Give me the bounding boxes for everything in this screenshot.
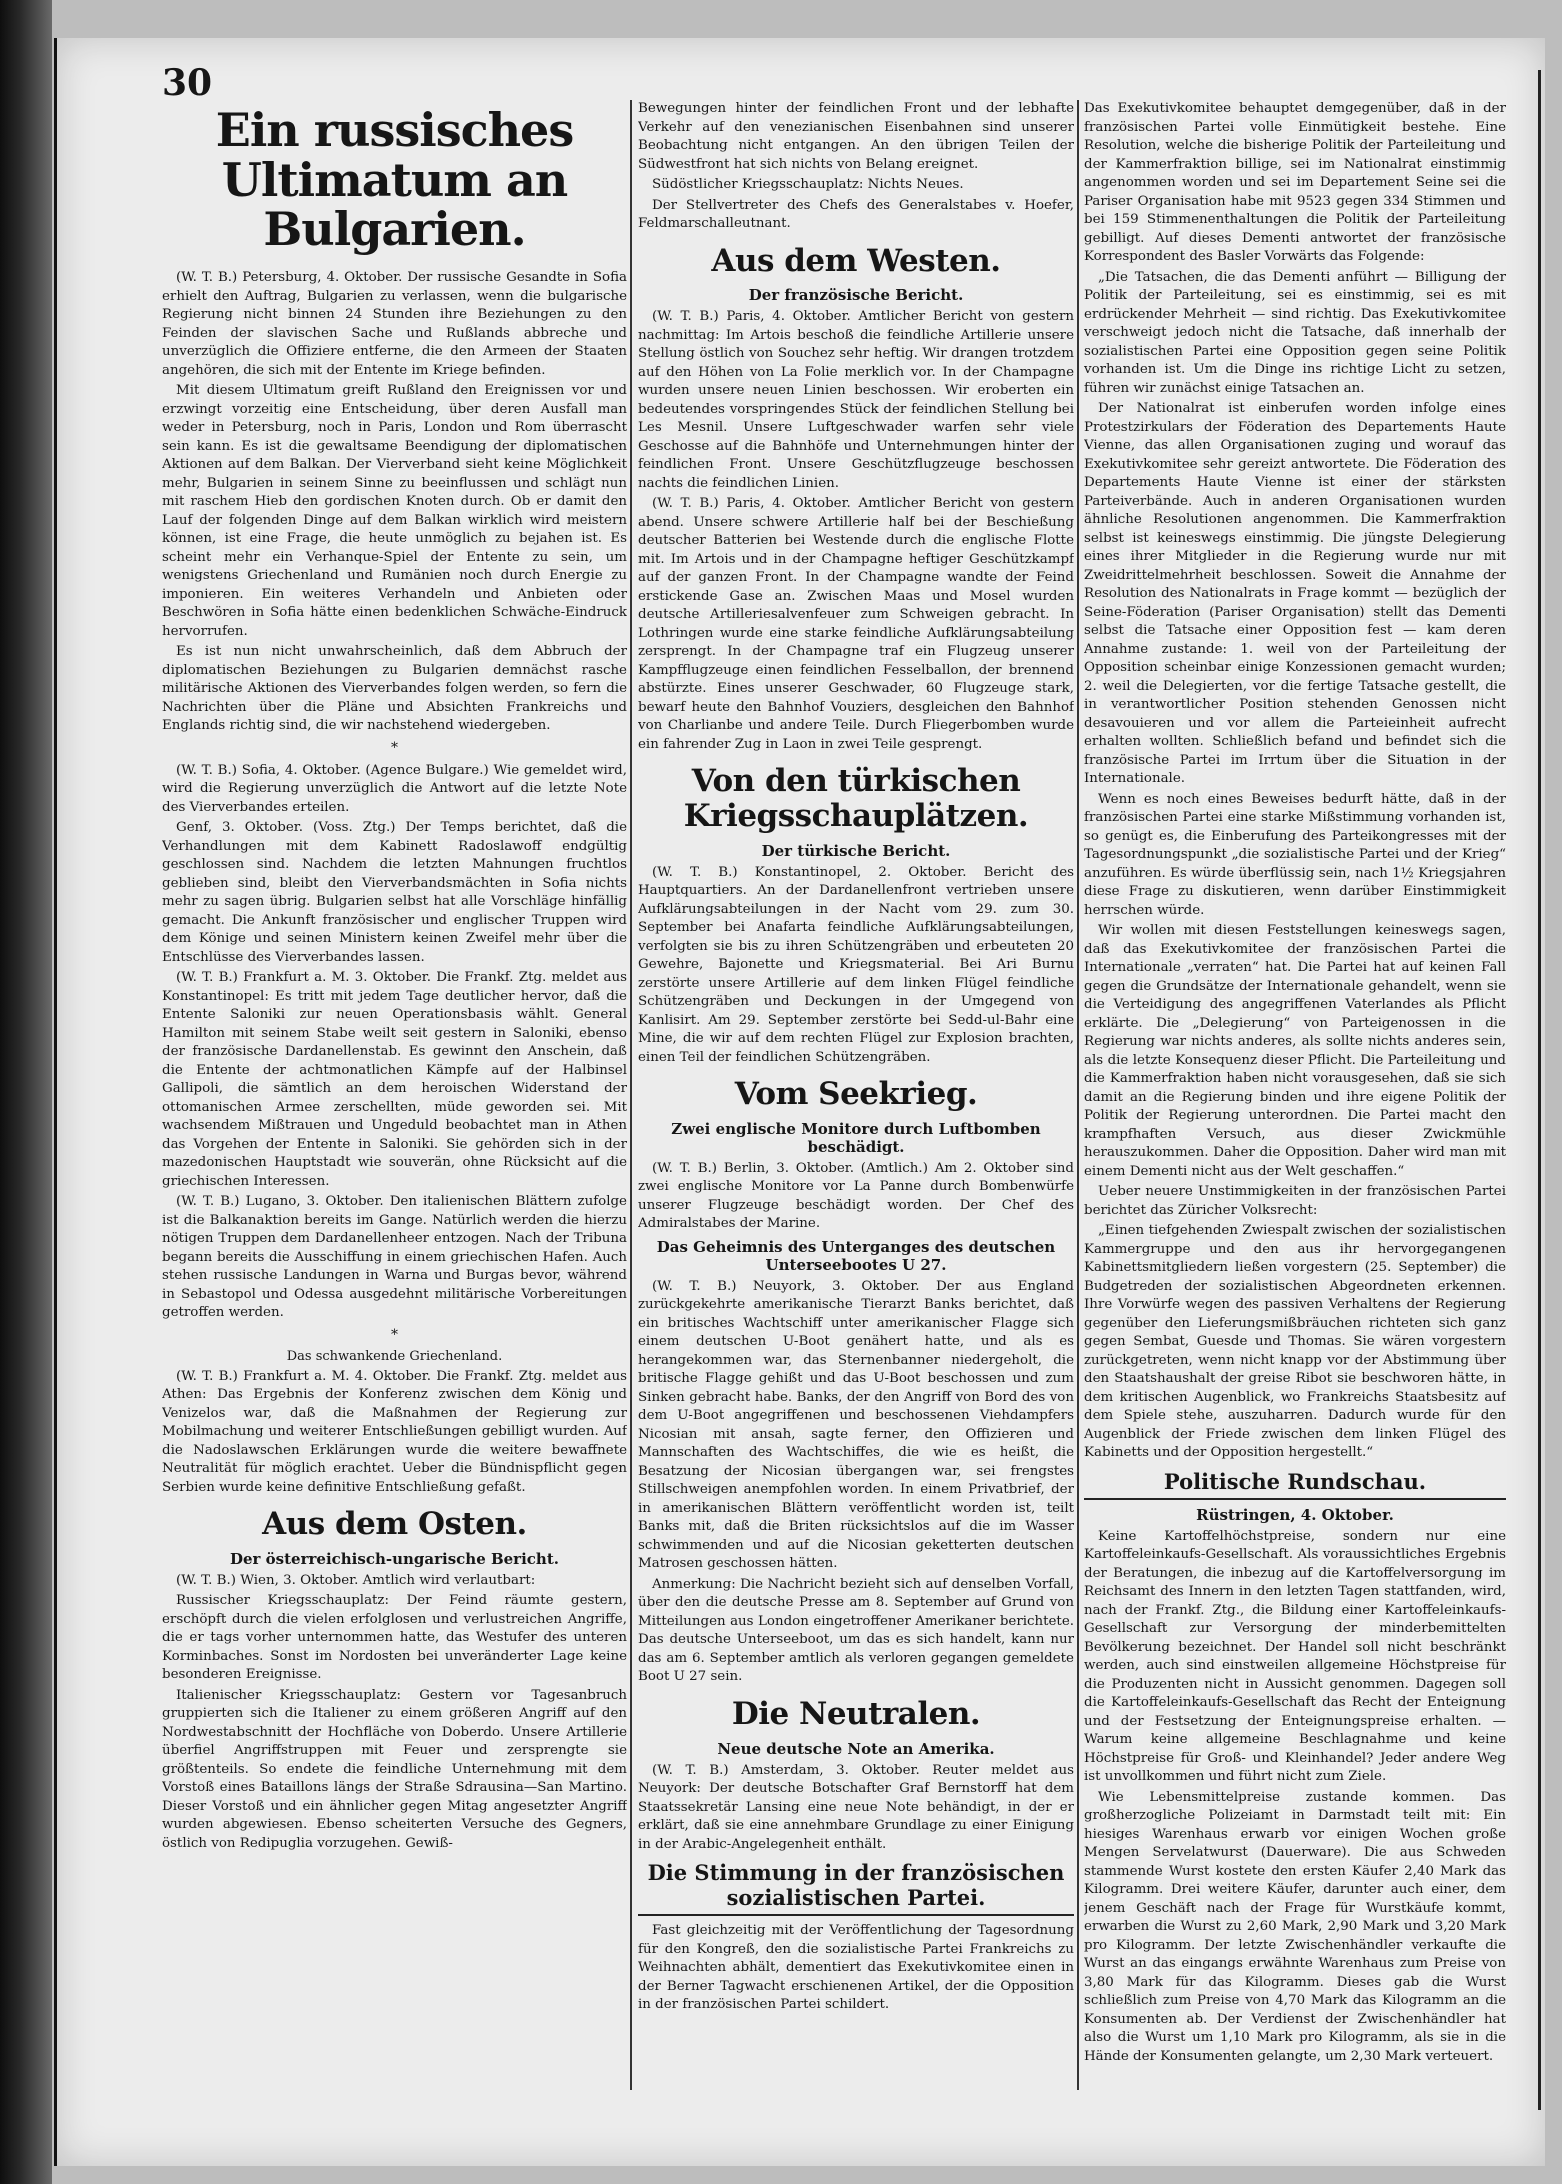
subheading: Der österreichisch-ungarische Bericht. bbox=[230, 1549, 559, 1568]
section-star: * bbox=[391, 739, 398, 756]
section-heading: Aus dem Osten. bbox=[262, 1506, 527, 1543]
subheading: Neue deutsche Note an Amerika. bbox=[717, 1739, 995, 1758]
section-heading: Die Stimmung in der französischen sozialistischen Partei. bbox=[638, 1860, 1074, 1916]
paragraph: Fast gleichzeitig mit der Veröffentlichung der Tagesordnung für den Kongreß, den die sozialistische Partei Frankreichs zu Weihnachten abhält, dementiert das Exekutivkomitee einen in der Berner Tagwacht erschienenen Artikel, der die Opposition in der französischen Partei schildert. bbox=[638, 1923, 1074, 2013]
column-3 bbox=[1084, 100, 1506, 2090]
scan-edge bbox=[0, 0, 52, 2184]
paragraph: (W. T. B.) Sofia, 4. Oktober. (Agence Bulgare.) Wie gemeldet wird, wird die Regierung unverzüglich die Antwort auf die letzte Note des Vierverbandes erteilen. bbox=[162, 762, 627, 815]
paragraph: Der Stellvertreter des Chefs des Generalstabes v. Hoefer, Feldmarschalleutnant. bbox=[638, 197, 1074, 231]
paragraph: Russischer Kriegsschauplatz: Der Feind räumte gestern, erschöpft durch die vielen erfolglosen und verlustreichen Angriffe, die er tags vorher unternommen hatte, das Westufer des unteren Korminbaches. Sonst im Nordosten bei unveränderter Lage keine besonderen Ereignisse. bbox=[162, 1593, 627, 1683]
paragraph: (W. T. B.) Lugano, 3. Oktober. Den italienischen Blättern zufolge ist die Balkanaktion bereits im Gange. Natürlich werden die hierzu nötigen Truppen dem Dardanellenheer entzogen. Nach der Tribuna begann bereits die Ausschiffung in einem griechischen Hafen. Auch stehen russische Landungen in Warna und Burgas bevor, während in Sebastopol und Odessa ausgedehnt militärische Vorbereitungen getroffen werden. bbox=[162, 1194, 627, 1321]
page-number: 30 bbox=[162, 62, 213, 104]
paragraph: Es ist nun nicht unwahrscheinlich, daß dem Abbruch der diplomatischen Beziehungen zu Bulgarien demnächst rasche militärische Aktionen des Vierverbandes folgen werden, so fern die Nachrichten über die Pläne und Absichten Frankreichs und Englands richtig sind, die wir nachstehend wiedergeben. bbox=[162, 644, 627, 734]
column-2 bbox=[638, 100, 1074, 2090]
paragraph: Südöstlicher Kriegsschauplatz: Nichts Neues. bbox=[652, 177, 964, 192]
column-rule-2 bbox=[1077, 100, 1079, 2090]
section-heading: Von den türkischen Kriegsschauplätzen. bbox=[683, 763, 1029, 834]
subheading: Der französische Bericht. bbox=[748, 286, 964, 305]
section-heading: Aus dem Westen. bbox=[711, 242, 1001, 279]
paragraph: Keine Kartoffelhöchstpreise, sondern nur eine Kartoffeleinkaufs-Gesellschaft. Als voraussichtliches Ergebnis der Beratungen, die inbezug auf die Kartoffelversorgung im Reichsamt des Innern in den letzten Tagen stattfanden, wird, nach der Frankf. Ztg., die Bildung einer Kartoffeleinkaufs-Gesellschaft zur Versorgung der minderbemittelten Bevölkerung bezeichnet. Der Handel soll nicht beschränkt werden, auch sind einstweilen allgemeine Höchstpreise für die Produzenten nicht in Aussicht genommen. Dagegen soll die Kartoffeleinkaufs-Gesellschaft das Recht der Enteignung und der Festsetzung der Enteignungspreise erhalten. — Warum keine allgemeine Beschlagnahme und keine Höchstpreise für Groß- und Kleinhandel? Jeder andere Weg ist unvollkommen und führt nicht zum Ziele. bbox=[1084, 1528, 1506, 1784]
main-headline: Ein russisches Ultimatum an Bulgarien. bbox=[215, 103, 574, 257]
section-heading: Die Neutralen. bbox=[731, 1695, 981, 1732]
paragraph: (W. T. B.) Paris, 4. Oktober. Amtlicher Bericht von gestern nachmittag: Im Artois beschoß die feindliche Artillerie unsere Stellung östlich von Souchez sehr heftig. Wir drangen trotzdem auf den Höhen von La Folie merklich vor. In der Champagne wurden unsere neuen Linien beschossen. Wir eroberten ein bedeutendes vorspringendes Stück der feindlichen Stellung bei Les Mesnil. Unsere Luftgeschwader warfen sehr viele Geschosse auf die Bahnhöfe und Unternehmungen hinter der feindlichen Front. Unsere Geschützflugzeuge beschossen nachts die feindlichen Linien. bbox=[638, 309, 1074, 491]
dateline: Rüstringen, 4. Oktober. bbox=[1196, 1505, 1394, 1524]
paragraph: Wie Lebensmittelpreise zustande kommen. Das großherzogliche Polizeiamt in Darmstadt teilt mit: Ein hiesiges Warenhaus erwarb vor einigen Wochen große Mengen Servelatwurst (Dauerware). Die aus Schweden stammende Wurst kostete den ersten Käufer 2,40 Mark das Kilogramm. Drei weitere Käufer, darunter auch einer, dem jenem Geschäft nach der Frage für Wurstkäufe kommt, erwarben die Wurst zu 2,60 Mark, 2,90 Mark und 3,20 Mark pro Kilogramm. Der letzte Zwischenhändler verkaufte die Wurst an das eingangs erwähnte Warenhaus zum Preise von 3,80 Mark für das Kilogramm. Dieses gab die Wurst schließlich zum Preise von 4,70 Mark das Kilogramm an die Konsumenten ab. Der Verdienst der Zwischenhändler hat also die Wurst um 1,10 Mark pro Kilogramm, als sie in die Hände der Konsumenten gelangte, um 2,30 Mark verteuert. bbox=[1084, 1789, 1506, 2064]
paragraph: (W. T. B.) Frankfurt a. M. 4. Oktober. Die Frankf. Ztg. meldet aus Athen: Das Ergebnis der Konferenz zwischen dem König und Venizelos war, daß die Maßnahmen der Regierung zur Mobilmachung und weiterer Entschließungen gebilligt wurden. Auf die Nadoslawschen Erklärungen wurde die weitere bewaffnete Neutralität für möglich erachtet. Ueber die Bündnispflicht gegen Serbien wurde keine definitive Entschließung gefaßt. bbox=[162, 1368, 627, 1495]
paragraph: „Einen tiefgehenden Zwiespalt zwischen der sozialistischen Kammergruppe und den aus ihr hervorgegangenen Kabinettsmitgliedern ließen vorgestern (25. September) die Budgetreden der sozialistischen Abgeordneten erkennen. Ihre Vorwürfe wegen des passiven Verhaltens der Regierung gegenüber den Lieferungsmißbräuchen richteten sich ganz gegen Sembat, Guesde und Thomas. Sie wären vorgestern zurückgetreten, wenn nicht knapp vor der Abstimmung über den Staatshaushalt der greise Ribot sie beschworen hätte, in dem kritischen Augenblick, wo Frankreichs Staatsbesitz auf dem Spiele stehe, auszuharren. Dadurch wurde für den Augenblick der Friede zwischen dem linken Flügel des Kabinetts und der Opposition hergestellt.“ bbox=[1084, 1223, 1506, 1460]
paragraph: Anmerkung: Die Nachricht bezieht sich auf denselben Vorfall, über den die deutsche Presse am 8. September auf Grund von Mitteilungen aus London eingetroffener Amerikaner berichtete. Das deutsche Unterseeboot, um das es sich handelt, kann nur das am 6. September amtlich als verloren gegangen gemeldete Boot U 27 sein. bbox=[638, 1576, 1074, 1685]
paragraph: (W. T. B.) Berlin, 3. Oktober. (Amtlich.) Am 2. Oktober sind zwei englische Monitore vor La Panne durch Bombenwürfe unserer Flugzeuge beschädigt worden. Der Chef des Admiralstabes der Marine. bbox=[638, 1160, 1074, 1232]
paragraph: Das Exekutivkomitee behauptet demgegenüber, daß in der französischen Partei volle Einmütigkeit bestehe. Eine Resolution, welche die bisherige Politik der Parteileitung und der Kammerfraktion billige, sei im Nationalrat einstimmig angenommen worden und sei im Departement Seine sei die Pariser Organisation habe mit 9523 gegen 334 Stimmen und bei 159 Stimmenenthaltungen die Politik der Parteileitung gebilligt. Auf dieses Dementi antwortet der französische Korrespondent des Basler Vorwärts das Folgende: bbox=[1084, 101, 1506, 264]
subheading: Der türkische Bericht. bbox=[761, 841, 951, 860]
paragraph: Ueber neuere Unstimmigkeiten in der französischen Partei berichtet das Züricher Volksrecht: bbox=[1084, 1184, 1506, 1218]
section-heading: Politische Rundschau. bbox=[1084, 1469, 1506, 1500]
paragraph: Genf, 3. Oktober. (Voss. Ztg.) Der Temps berichtet, daß die Verhandlungen mit dem Kabinett Radoslawoff endgültig geschlossen sind. Nachdem die letzten Mahnungen fruchtlos geblieben sind, bleibt den Vierverbandsmächten in Sofia nichts mehr zu sagen übrig. Bulgarien selbst hat alle Vorschläge hinfällig gemacht. Die Ankunft französischer und englischer Truppen wird dem Könige und seinen Ministern keinen Zweifel mehr über die Entschlüsse des Vierverbandes lassen. bbox=[162, 820, 627, 965]
paragraph: „Die Tatsachen, die das Dementi anführt — Billigung der Politik der Parteileitung, sei es einstimmig, sei es mit erdrückender Mehrheit — sind richtig. Das Exekutivkomitee verschweigt jedoch nicht die Tatsache, daß innerhalb der sozialistischen Partei eine Opposition gegen seine Politik vorhanden ist. Um die Dinge ins richtige Licht zu setzen, führen wir zunächst einige Tatsachen an. bbox=[1084, 269, 1506, 396]
section-heading: Vom Seekrieg. bbox=[734, 1076, 978, 1113]
paragraph: Bewegungen hinter der feindlichen Front und der lebhafte Verkehr auf den venezianischen Eisenbahnen sind unserer Beobachtung nicht entgangen. An den übrigen Teilen der Südwestfront hat sich nichts von Belang ereignet. bbox=[638, 101, 1074, 172]
paragraph: Mit diesem Ultimatum greift Rußland den Ereignissen vor und erzwingt vorzeitig eine Entscheidung, über deren Ausfall man weder in Petersburg, noch in Paris, London und Rom überrascht sein kann. Es ist die gewaltsame Beendigung der diplomatischen Aktionen auf dem Balkan. Der Vierverband sieht keine Möglichkeit mehr, Bulgarien in seinem Sinne zu beeinflussen und schlägt nun mit raschem Hieb den gordischen Knoten durch. Ob er damit den Lauf der folgenden Dinge auf dem Balkan wirklich wird meistern können, ist eine Frage, die heute unmöglich zu bejahen ist. Es scheint mehr ein Verhanque-Spiel der Entente zu sein, um wenigstens Griechenland und Rumänien noch durch Energie zu imponieren. Ein weiteres Verhandeln und Anbieten oder Beschwören in Sofia hätte einen bedenklichen Schwäche-Eindruck hervorrufen. bbox=[162, 383, 627, 639]
column-rule-1 bbox=[630, 100, 632, 2090]
article-lead: (W. T. B.) Petersburg, 4. Oktober. Der russische Gesandte in Sofia erhielt den Auftrag, Bulgarien zu verlassen, wenn die bulgarische Regierung nicht binnen 24 Stunden ihre Beziehungen zu den Feinden der slavischen Sache und Rußlands abbreche und unverzüglich die Offiziere entferne, die den Armeen der Staaten angehören, die sich mit der Entente im Kriege befinden. bbox=[162, 270, 627, 378]
subheading: Das schwankende Griechenland. bbox=[286, 1348, 503, 1364]
section-star: * bbox=[391, 1326, 398, 1343]
paragraph: Wenn es noch eines Beweises bedurft hätte, daß in der französischen Partei eine starke Mißstimmung vorhanden ist, so genügt es, die Einberufung des Parteikongresses mit der Tagesordnungspunkt „die sozialistische Partei und der Krieg“ anzuführen. Es würde überflüssig sein, nach 1½ Kriegsjahren diese Frage zu diskutieren, wenn darüber Einstimmigkeit herrschen würde. bbox=[1084, 791, 1506, 918]
paragraph: (W. T. B.) Konstantinopel, 2. Oktober. Bericht des Hauptquartiers. An der Dardanellenfront vertrieben unsere Aufklärungsabteilungen in der Nacht vom 29. zum 30. September bei Anafarta feindliche Aufklärungsabteilungen, verfolgten sie bis zu ihren Schützengräben und erbeuteten 20 Gewehre, Bajonette und Kriegsmaterial. Bei Ari Burnu zerstörte unsere Artillerie auf dem linken Flügel feindliche Schützengräben und Deckungen in der Umgegend von Kanlisirt. Am 29. September zerstörte bei Sedd-ul-Bahr eine Mine, die wir auf dem rechten Flügel zur Explosion brachten, einen Teil der feindlichen Schützengräben. bbox=[638, 864, 1074, 1065]
column-1 bbox=[162, 100, 627, 2090]
paragraph: (W. T. B.) Amsterdam, 3. Oktober. Reuter meldet aus Neuyork: Der deutsche Botschafter Graf Bernstorff hat dem Staatssekretär Lansing eine neue Note behändigt, in der er erklärt, daß sie eine annehmbare Grundlage zu einer Einigung in der Arabic-Angelegenheit enthält. bbox=[638, 1762, 1074, 1852]
paragraph: Wir wollen mit diesen Feststellungen keineswegs sagen, daß das Exekutivkomitee der französischen Partei die Internationale „verraten“ hat. Die Partei hat auf keinen Fall gegen die Grundsätze der Internationale gehandelt, wenn sie die Verteidigung des angegriffenen Vaterlandes als Pflicht erklärte. Die „Delegierung“ von Parteigenossen in die Regierung war nichts anderes, als sollte nichts anderes sein, als die letzte Konsequenz dieser Pflicht. Die Parteileitung und die Kammerfraktion haben nicht vorausgesehen, daß sie sich damit an die Regierung binden und ihre eigene Politik der Politik der Regierung unterordnen. Die Partei macht den krampfhaften Versuch, aus dieser Zwickmühle herauszukommen. Daher die Opposition. Daher wird man mit einem Dementi nicht aus der Welt geschaffen.“ bbox=[1084, 923, 1506, 1179]
right-border-rule bbox=[1538, 70, 1541, 2110]
subheading: Zwei englische Monitore durch Luftbomben beschädigt. bbox=[671, 1119, 1041, 1156]
paragraph: (W. T. B.) Frankfurt a. M. 3. Oktober. Die Frankf. Ztg. meldet aus Konstantinopel: Es tritt mit jedem Tage deutlicher hervor, daß die Entente Saloniki zur neuen Operationsbasis wählt. General Hamilton mit seinem Stabe weilt seit gestern in Saloniki, ebenso der französische Dardanellenstab. Es gewinnt den Anschein, daß die Entente der achtmonatlichen Kämpfe auf der Halbinsel Gallipoli, die sämtlich an dem heroischen Widerstand der ottomanischen Armee zerschellten, müde geworden sei. Mit wachsendem Mißtrauen und Ungeduld beobachtet man in Athen das Vorgehen der Entente in Saloniki. Sie gehörden sich in der mazedonischen Hauptstadt wie souverän, ohne Rücksicht auf die griechischen Interessen. bbox=[162, 970, 627, 1189]
paragraph: (W. T. B.) Wien, 3. Oktober. Amtlich wird verlautbart: bbox=[176, 1572, 536, 1588]
paragraph: Italienischer Kriegsschauplatz: Gestern vor Tagesanbruch gruppierten sich die Italiener zu einem größeren Angriff auf den Nordwestabschnitt der Hochfläche von Doberdo. Unsere Artillerie überfiel Angriffstruppen mit Feuer und zersprengte sie größtenteils. So endete die feindliche Unternehmung mit dem Vorstoß eines Bataillons längs der Straße Sdrausina—San Martino. Dieser Vorstoß und ein ähnlicher gegen Mitag angesetzter Angriff wurden abgewiesen. Ebenso scheiterten Versuche des Gegners, östlich von Redipuglia vorzugehen. Gewiß- bbox=[162, 1687, 627, 1851]
subheading: Das Geheimnis des Unterganges des deutschen Unterseebootes U 27. bbox=[656, 1237, 1056, 1274]
paragraph: (W. T. B.) Neuyork, 3. Oktober. Der aus England zurückgekehrte amerikanische Tierarzt Banks berichtet, daß ein britisches Wachtschiff unter amerikanischer Flagge sich einem deutschen U-Boot genähert hatte, und als es herangekommen war, das Sternenbanner niedergeholt, die britische Flagge gehißt und das U-Boot beschossen und zum Sinken gebracht habe. Banks, der den Angriff von Bord des von dem U-Boot angegriffenen und beschossenen Viehdampfers Nicosian mit ansah, sagte ferner, den Offizieren und Mannschaften des Wachtschiffes, die wie es heißt, die Besatzung der Nicosian übergangen war, sei frengstes Stillschweigen anempfohlen worden. In einem Privatbrief, der in amerikanischen Blättern veröffentlicht worden ist, teilt Banks mit, daß die Briten rücksichtslos auf die im Wasser schwimmenden und auf die Nicosian geketterten deutschen Matrosen geschossen hätten. bbox=[638, 1278, 1074, 1572]
paragraph: (W. T. B.) Paris, 4. Oktober. Amtlicher Bericht von gestern abend. Unsere schwere Artillerie half bei der Beschießung deutscher Batterien bei Westende durch die englische Flotte mit. Im Artois und in der Champagne heftiger Geschützkampf auf der ganzen Front. In der Champagne wandte der Feind erstickende Gase an. Zwischen Maas und Mosel wurden deutsche Artilleriesalvenfeuer zum Schweigen gebracht. In Lothringen wurde eine starke feindliche Aufklärungsabteilung zersprengt. In der Champagne traf ein Flugzeug unserer Kampfflugzeuge einen feindlichen Fesselballon, der brennend abstürzte. Eines unserer Geschwader, 60 Flugzeuge stark, bewarf heute den Bahnhof Vouziers, desgleichen den Bahnhof von Charlianbe und andere Teile. Durch Fliegerbomben wurde ein fahrender Zug in Laon in zwei Teile gesprengt. bbox=[638, 496, 1074, 752]
paragraph: Der Nationalrat ist einberufen worden infolge eines Protestzirkulars der Föderation des Departements Haute Vienne, das allen Organisationen zuging und worauf das Exekutivkomitee sehr gereizt antwortete. Die Föderation des Departements Haute Vienne ist einer der stärksten Parteiverbände. Auch in anderen Organisationen wurden ähnliche Resolutionen angenommen. Die Kammerfraktion selbst ist keineswegs einstimmig. Die jüngste Delegierung eines ihrer Mitglieder in die Regierung wurde nur mit Zweidrittelmehrheit beschlossen. Soweit die Annahme der Resolution des Nationalrats in Frage kommt — bezüglich der Seine-Föderation (Pariser Organisation) stellt das Dementi selbst die Tatsache einer Opposition fest — kam deren Annahme zustande: 1. weil von der Parteileitung der Opposition scheinbar einige Konzessionen gemacht wurden; 2. weil die Delegierten, vor die fertige Tatsache gestellt, die in verantwortlicher Position stehenden Genossen nicht desavouieren und vor allem die Parteieinheit aufrecht erhalten wollten. Schließlich befand und befindet sich die französische Partei im Irrtum über die Situation in der Internationale. bbox=[1084, 401, 1506, 786]
